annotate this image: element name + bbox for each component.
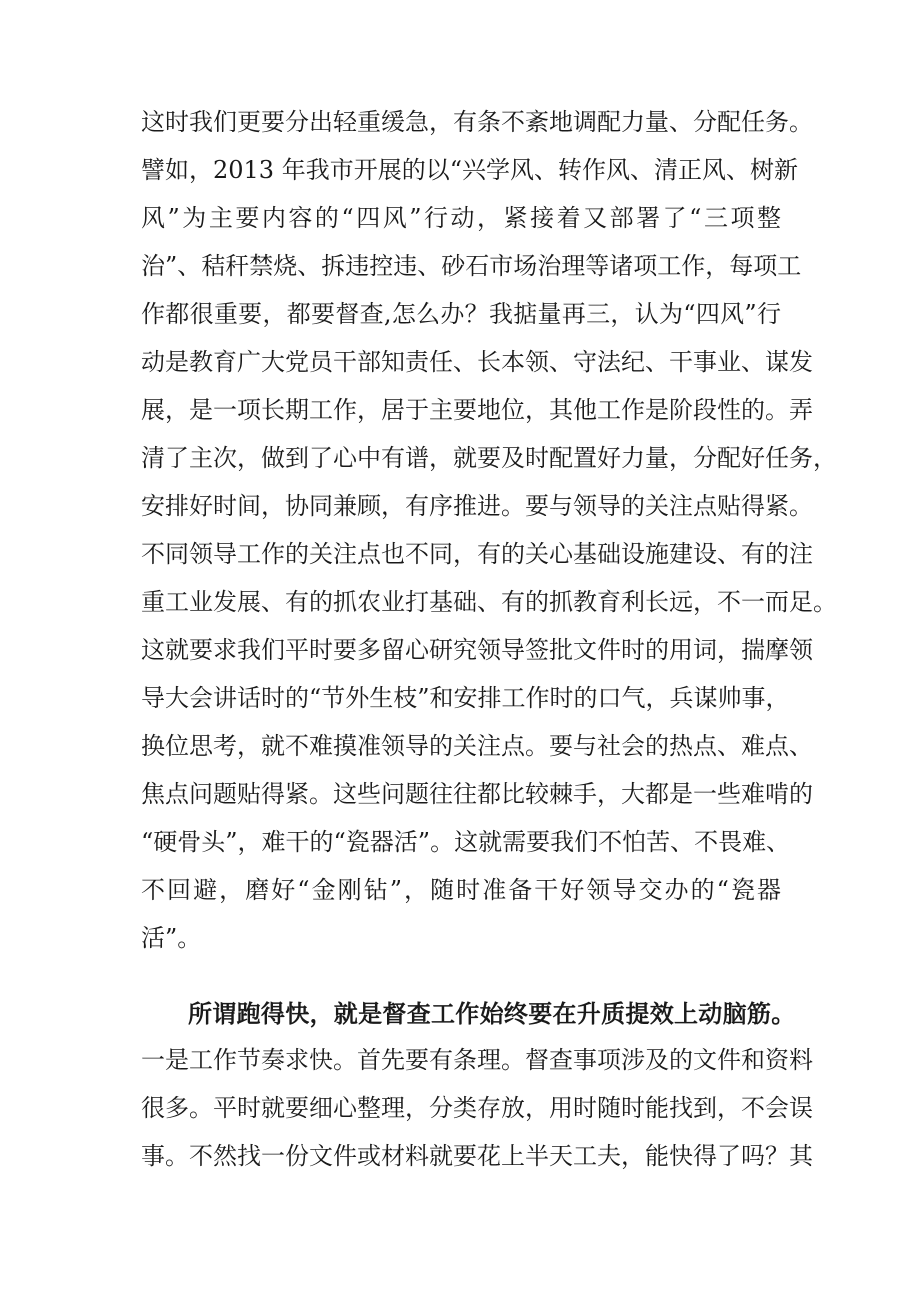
paragraph-1-line: 这就要求我们平时要多留心研究领导签批文件时的用词，揣摩领	[141, 636, 813, 664]
paragraph-1-line: 换位思考，就不难摸准领导的关注点。要与社会的热点、难点、	[141, 732, 813, 760]
paragraph-1-line: 焦点问题贴得紧。这些问题往往都比较棘手，大都是一些难啃的	[141, 780, 813, 808]
paragraph-1-line: 不同领导工作的关注点也不同，有的关心基础设施建设、有的注	[141, 540, 813, 568]
paragraph-1-line: 展，是一项长期工作，居于主要地位，其他工作是阶段性的。弄	[141, 396, 813, 424]
paragraph-1-line: 这时我们更要分出轻重缓急，有条不紊地调配力量、分配任务。	[141, 108, 813, 136]
section-heading: 所谓跑得快，就是督查工作始终要在升质提效上动脑筋。	[188, 1000, 796, 1028]
paragraph-1-line: 安排好时间，协同兼顾，有序推进。要与领导的关注点贴得紧。	[141, 492, 813, 520]
paragraph-1-last-line: 活”。	[141, 924, 202, 952]
paragraph-1-line: 作都很重要，都要督查,怎么办？我掂量再三，认为“四风”行	[141, 300, 781, 328]
paragraph-1-line: 清了主次，做到了心中有谱，就要及时配置好力量，分配好任务，	[141, 444, 837, 472]
paragraph-1-line: 风”为主要内容的“四风”行动，紧接着又部署了“三项整	[141, 204, 781, 232]
paragraph-1-line: 动是教育广大党员干部知责任、长本领、守法纪、干事业、谋发	[141, 348, 813, 376]
paragraph-1-line: 治”、秸秆禁烧、拆违控违、砂石市场治理等诸项工作，每项工	[141, 252, 802, 280]
paragraph-2-line: 很多。平时就要细心整理，分类存放，用时随时能找到，不会误	[141, 1094, 813, 1122]
paragraph-1-line: 不回避，磨好“金刚钻”，随时准备干好领导交办的“瓷器	[141, 876, 781, 904]
paragraph-1-line: 导大会讲话时的“节外生枝”和安排工作时的口气，兵谋帅事，	[141, 684, 790, 712]
paragraph-2-line: 事。不然找一份文件或材料就要花上半天工夫，能快得了吗？其	[141, 1142, 813, 1170]
paragraph-1-line: 譬如，2013 年我市开展的以“兴学风、转作风、清正风、树新	[141, 156, 798, 184]
paragraph-2-line: 一是工作节奏求快。首先要有条理。督查事项涉及的文件和资料	[141, 1046, 813, 1074]
paragraph-1-line: 重工业发展、有的抓农业打基础、有的抓教育利长远，不一而足。	[141, 588, 837, 616]
paragraph-1-line: “硬骨头”，难干的“瓷器活”。这就需要我们不怕苦、不畏难、	[141, 828, 791, 856]
